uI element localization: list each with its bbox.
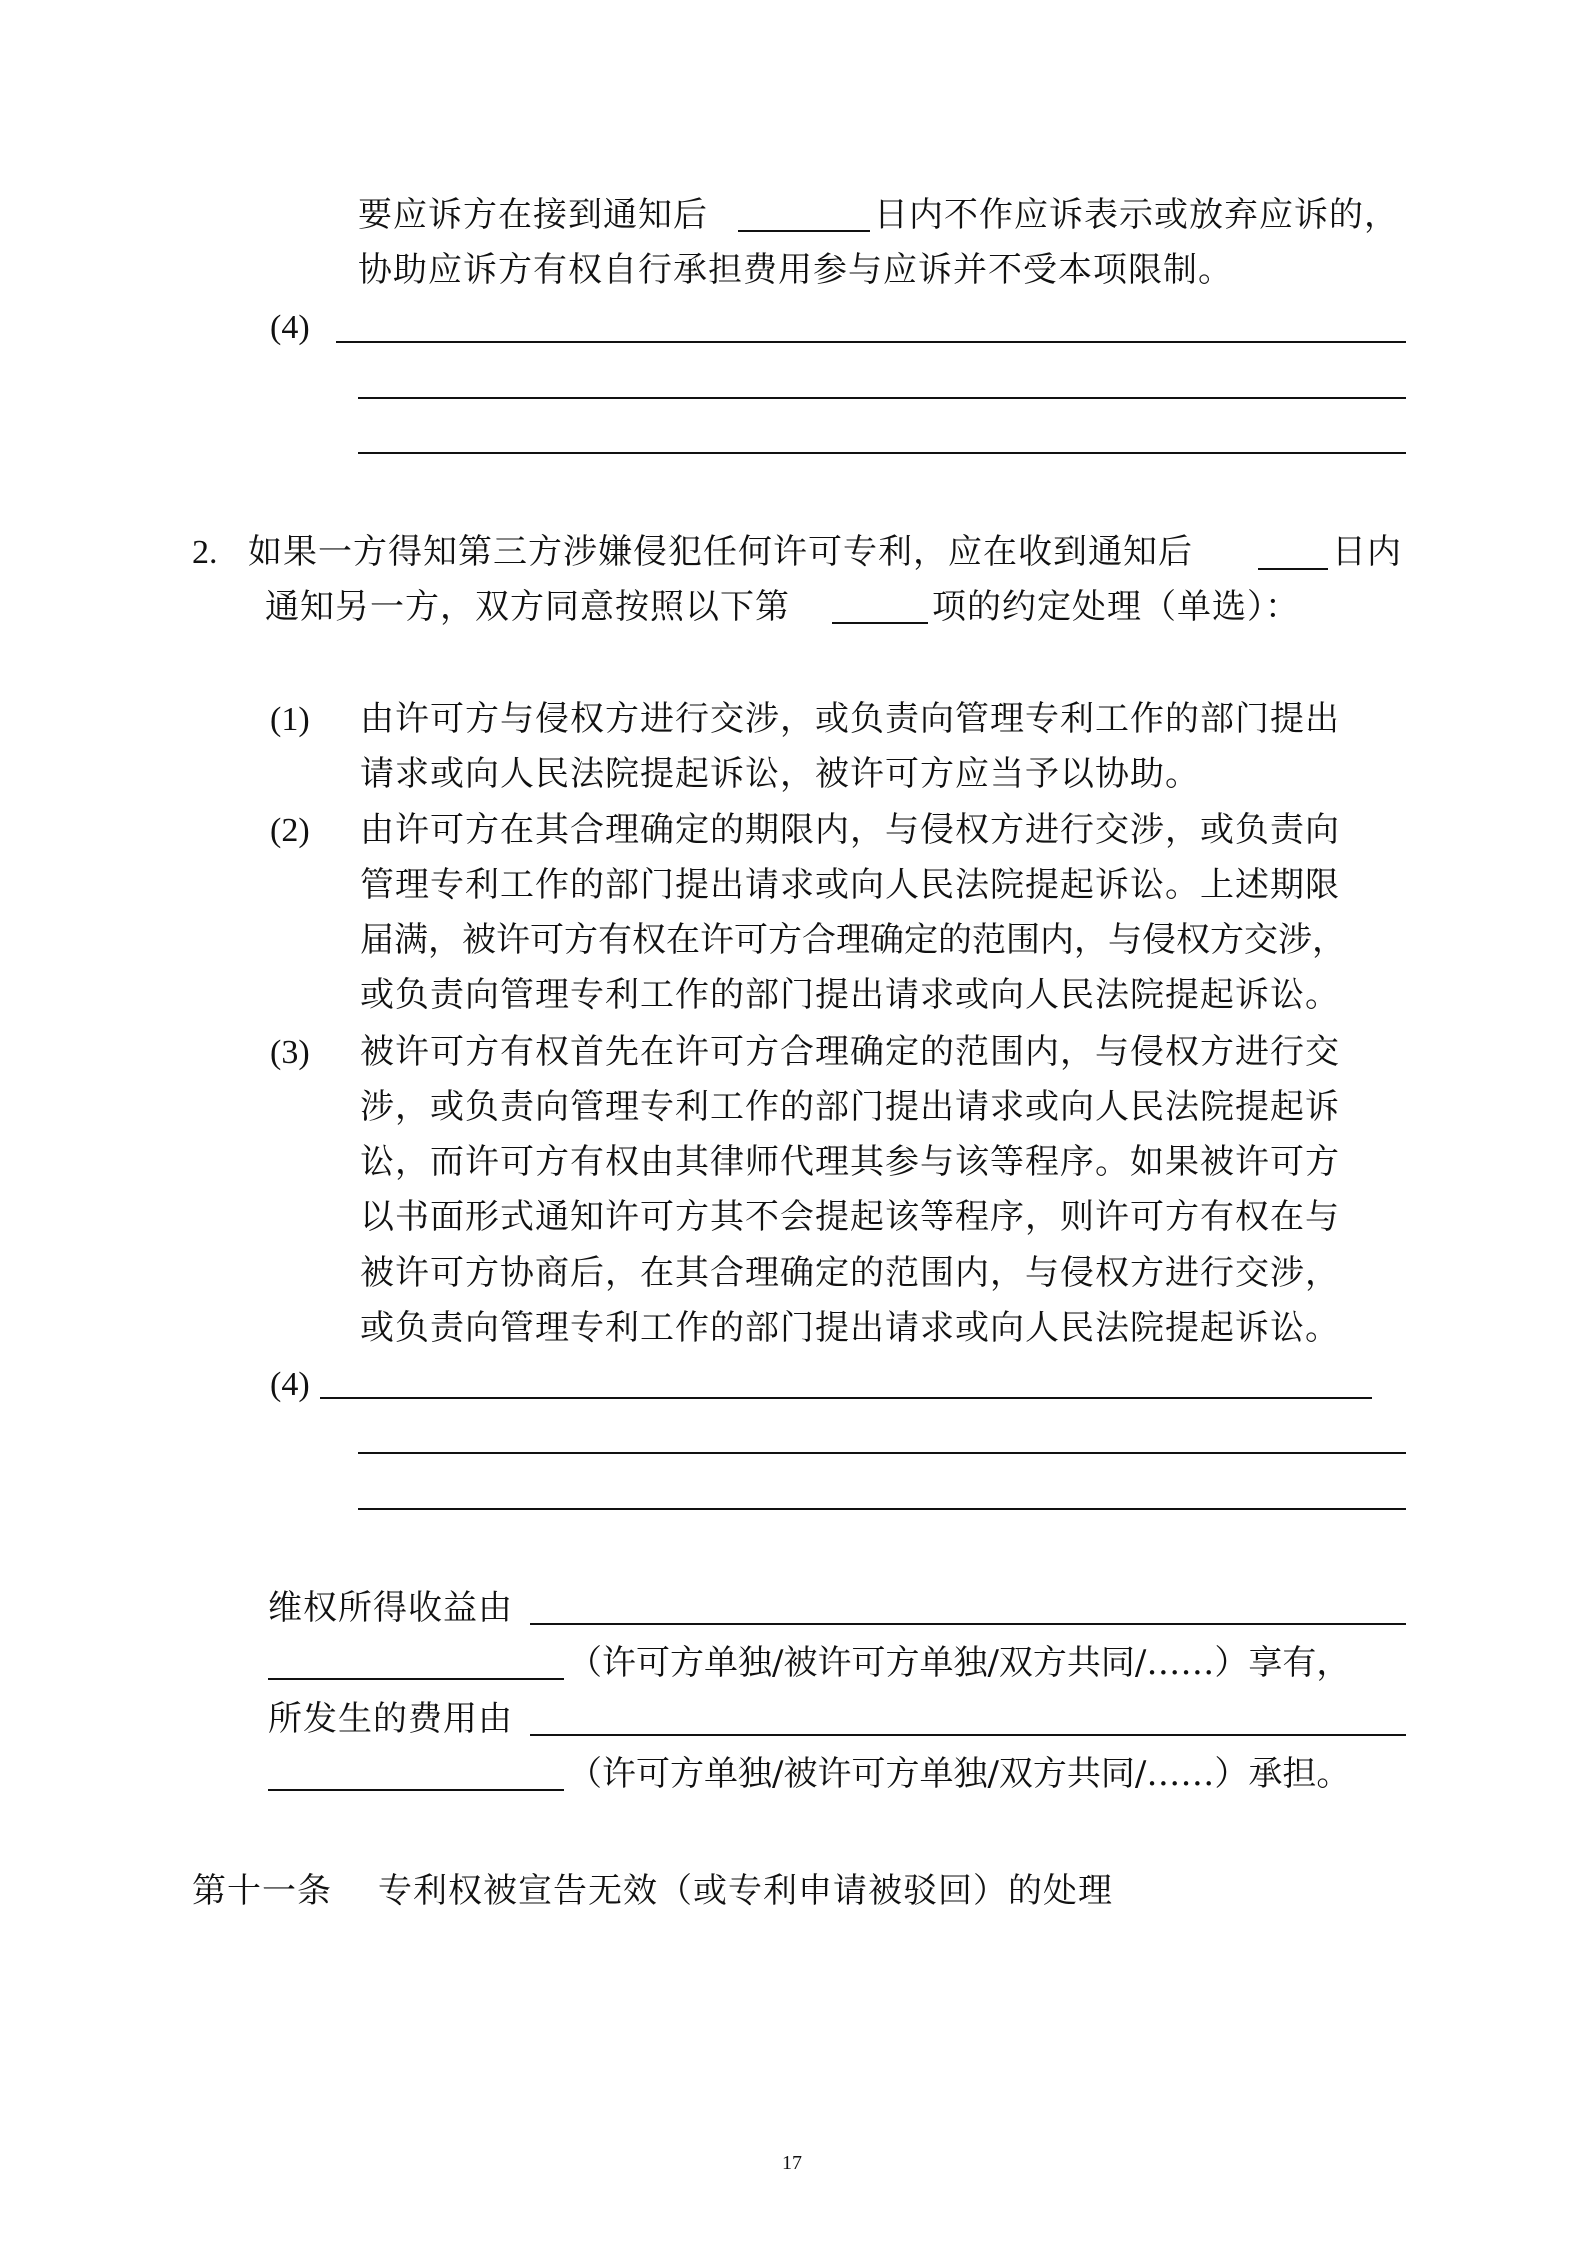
option3-line1: 被许可方有权首先在许可方合理确定的范围内，与侵权方进行交 <box>360 1032 1340 1072</box>
fill-in-line[interactable] <box>358 1452 1406 1454</box>
top-line1-before: 要应诉方在接到通知后 <box>358 195 708 235</box>
clause2-item4-label: (4) <box>270 1366 310 1403</box>
option3-line6: 或负责向管理专利工作的部门提出请求或向人民法院提起诉讼。 <box>360 1308 1340 1348</box>
option2-line3: 届满，被许可方有权在许可方合理确定的范围内，与侵权方交涉， <box>360 920 1346 960</box>
top-line1-after: 日内不作应诉表示或放弃应诉的， <box>874 195 1399 235</box>
cost-label: 所发生的费用由 <box>268 1699 513 1739</box>
fill-in-blank[interactable] <box>1258 568 1328 570</box>
page-number: 17 <box>782 2152 802 2174</box>
clause2-line1-after: 日内 <box>1332 532 1402 572</box>
fill-in-line[interactable] <box>320 1397 1372 1399</box>
article11-number: 第十一条 <box>192 1871 332 1911</box>
fill-in-line[interactable] <box>530 1623 1406 1625</box>
article11-title: 专利权被宣告无效（或专利申请被驳回）的处理 <box>378 1871 1113 1911</box>
revenue-label: 维权所得收益由 <box>268 1588 513 1628</box>
fill-in-blank[interactable] <box>738 230 870 232</box>
option3-label: (3) <box>270 1034 310 1071</box>
top-line2: 协助应诉方有权自行承担费用参与应诉并不受本项限制。 <box>358 250 1233 290</box>
fill-in-line[interactable] <box>358 452 1406 454</box>
option1-line2: 请求或向人民法院提起诉讼，被许可方应当予以协助。 <box>360 754 1200 794</box>
option1-label: (1) <box>270 701 310 738</box>
option3-line3: 讼，而许可方有权由其律师代理其参与该等程序。如果被许可方 <box>360 1142 1340 1182</box>
option3-line4: 以书面形式通知许可方其不会提起该等程序，则许可方有权在与 <box>360 1197 1340 1237</box>
option2-line1: 由许可方在其合理确定的期限内，与侵权方进行交涉，或负责向 <box>360 810 1340 850</box>
fill-in-line[interactable] <box>530 1734 1406 1736</box>
clause2-line1-before: 如果一方得知第三方涉嫌侵犯任何许可专利，应在收到通知后 <box>248 532 1193 572</box>
clause2-line2-after: 项的约定处理（单选）： <box>932 587 1300 627</box>
fill-in-line[interactable] <box>358 397 1406 399</box>
option2-line4: 或负责向管理专利工作的部门提出请求或向人民法院提起诉讼。 <box>360 975 1340 1015</box>
fill-in-line[interactable] <box>336 341 1406 343</box>
clause2-number: 2. <box>192 534 218 571</box>
fill-in-line[interactable] <box>358 1508 1406 1510</box>
option2-line2: 管理专利工作的部门提出请求或向人民法院提起诉讼。上述期限 <box>360 865 1340 905</box>
top-item4-label: (4) <box>270 309 310 346</box>
fill-in-blank[interactable] <box>832 622 928 624</box>
option2-label: (2) <box>270 812 310 849</box>
fill-in-blank[interactable] <box>268 1789 564 1791</box>
option3-line2: 涉，或负责向管理专利工作的部门提出请求或向人民法院提起诉 <box>360 1087 1340 1127</box>
revenue-option: （许可方单独/被许可方单独/双方共同/……）享有， <box>568 1643 1351 1683</box>
cost-option: （许可方单独/被许可方单独/双方共同/……）承担。 <box>568 1754 1351 1794</box>
fill-in-blank[interactable] <box>268 1678 564 1680</box>
option1-line1: 由许可方与侵权方进行交涉，或负责向管理专利工作的部门提出 <box>360 699 1340 739</box>
option3-line5: 被许可方协商后，在其合理确定的范围内，与侵权方进行交涉， <box>360 1253 1340 1293</box>
clause2-line2-before: 通知另一方，双方同意按照以下第 <box>265 587 790 627</box>
